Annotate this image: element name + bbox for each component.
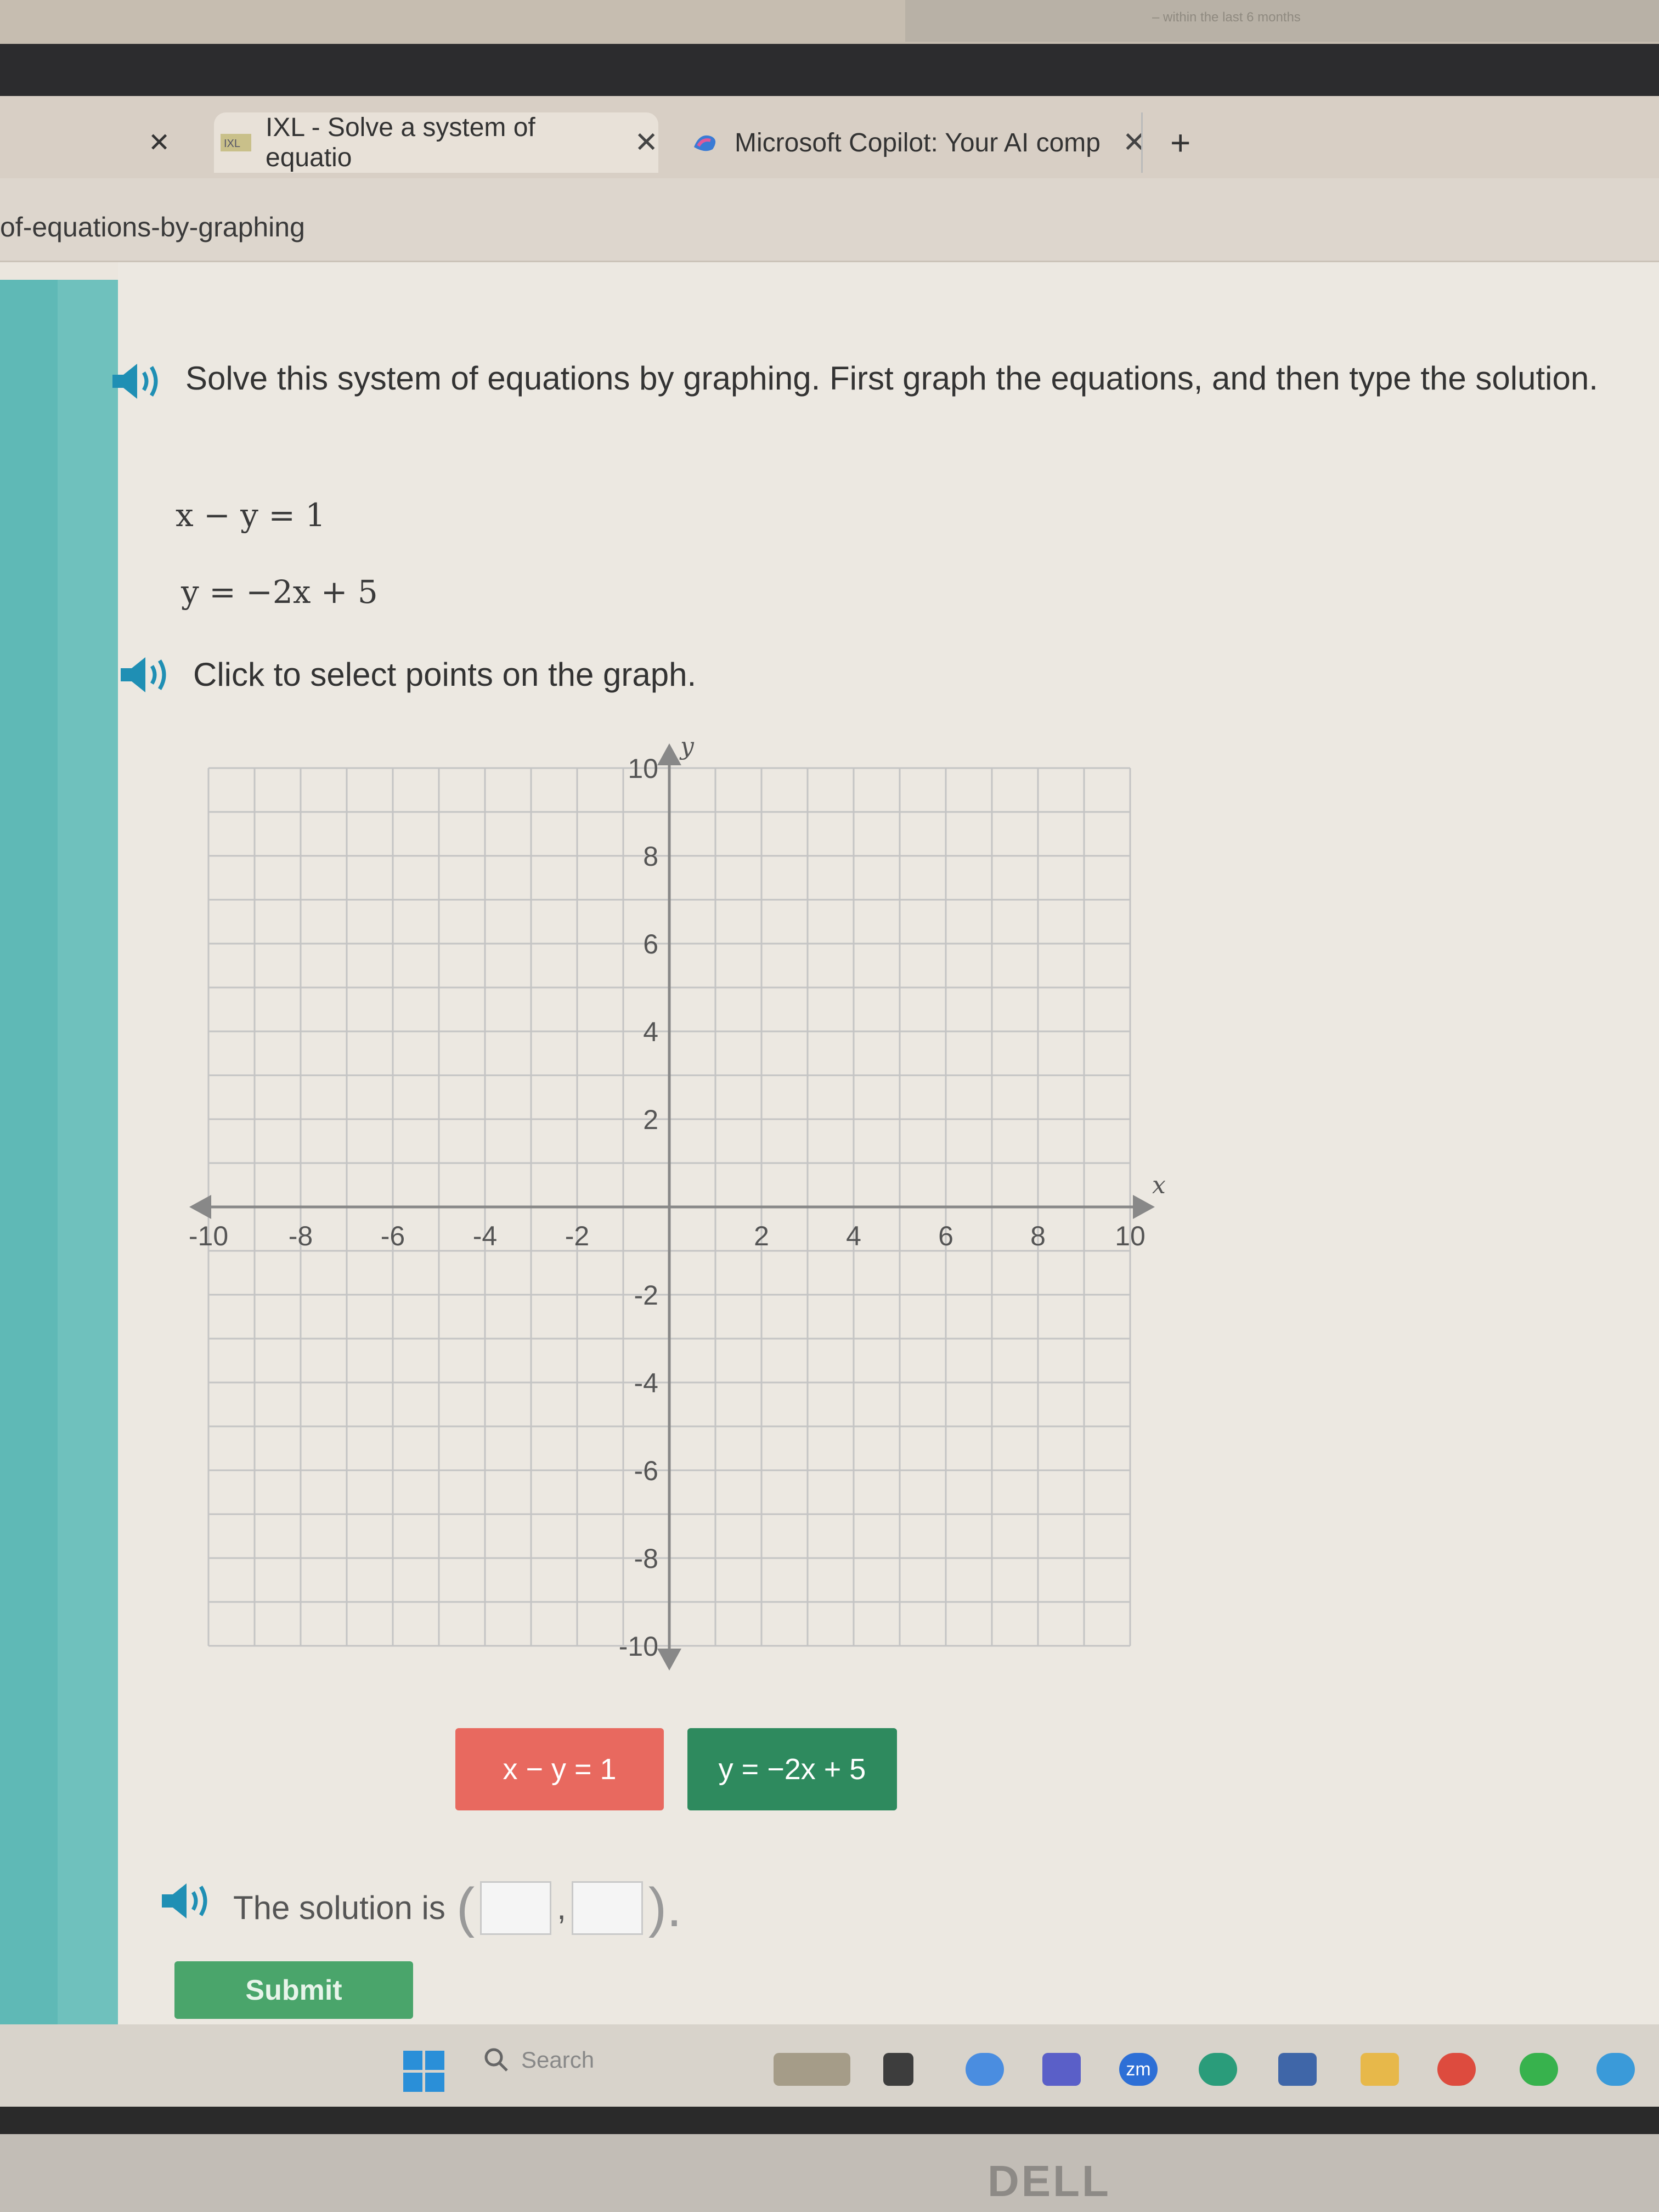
ixl-icon	[219, 131, 252, 155]
x-axis-arrow-right	[1133, 1195, 1155, 1219]
close-previous-tab-button[interactable]	[148, 112, 170, 173]
close-tab-icon[interactable]: ✕	[1122, 127, 1147, 159]
search-icon	[483, 2046, 510, 2074]
solution-prefix: The solution is	[233, 1889, 445, 1926]
x-tick-label: 10	[1115, 1221, 1146, 1251]
x-tick-label: -4	[472, 1221, 498, 1251]
monitor-top-bezel	[0, 44, 1659, 96]
x-tick-label: -10	[188, 1221, 229, 1251]
y-axis-label: y	[680, 732, 694, 760]
tab-label: Microsoft Copilot: Your AI comp	[735, 128, 1101, 157]
tab-copilot[interactable]	[689, 112, 1147, 173]
monitor-bottom-bezel	[0, 2107, 1659, 2134]
file-explorer-icon[interactable]	[883, 2053, 913, 2086]
y-tick-label: 10	[628, 753, 658, 784]
spotify-icon[interactable]	[1520, 2053, 1558, 2086]
chrome-profile-icon[interactable]	[1596, 2053, 1635, 2086]
solution-y-input[interactable]	[572, 1881, 643, 1935]
address-bar[interactable]	[0, 178, 1659, 262]
news-widget-icon[interactable]	[774, 2053, 850, 2086]
teal-sidebar	[0, 280, 58, 2024]
svg-text:IXL: IXL	[224, 138, 241, 150]
dell-logo: DELL	[988, 2157, 1111, 2205]
equation-2-button[interactable]	[687, 1728, 897, 1810]
submit-button[interactable]: Submit	[174, 1961, 413, 2019]
new-tab-button[interactable]	[1141, 112, 1190, 173]
comma: ,	[557, 1889, 566, 1926]
search-placeholder: Search	[521, 2047, 595, 2073]
close-tab-icon[interactable]: ✕	[634, 127, 658, 159]
y-tick-label: -10	[618, 1631, 658, 1662]
equation-1: x − y = 1	[176, 496, 326, 534]
y-tick-label: 6	[643, 929, 658, 960]
windows-start-icon[interactable]	[403, 2051, 444, 2092]
plus-icon[interactable]: +	[1170, 123, 1191, 162]
equation-2: y = −2x + 5	[181, 573, 378, 611]
open-paren: (	[456, 1877, 475, 1938]
close-paren: ).	[648, 1877, 682, 1938]
desk-background	[0, 0, 1659, 44]
y-tick-label: -2	[634, 1280, 658, 1311]
store-icon[interactable]	[1278, 2053, 1317, 2086]
zoom-label: zm	[1126, 2058, 1151, 2080]
tab-ixl[interactable]	[214, 112, 658, 173]
equation-2-button-label: y = −2x + 5	[718, 1753, 866, 1786]
x-tick-label: -8	[288, 1221, 313, 1251]
copilot-icon	[689, 131, 721, 155]
audio-button-solution[interactable]	[159, 1879, 219, 1923]
x-tick-label: -2	[565, 1221, 590, 1251]
x-tick-label: 4	[846, 1221, 861, 1251]
solution-x-input[interactable]	[480, 1881, 551, 1935]
faint-paper-text: – within the last 6 months	[1152, 10, 1301, 25]
taskbar	[0, 2024, 1659, 2107]
x-tick-label: -6	[380, 1221, 405, 1251]
copilot-taskbar-icon[interactable]	[966, 2053, 1004, 2086]
x-tick-label: 2	[754, 1221, 769, 1251]
equation-1-button[interactable]	[455, 1728, 664, 1810]
x-axis-label: x	[1152, 1171, 1166, 1199]
y-tick-label: -4	[634, 1368, 658, 1398]
taskbar-search[interactable]	[483, 2046, 594, 2074]
speaker-icon[interactable]	[118, 653, 178, 697]
y-tick-label: 4	[643, 1017, 658, 1047]
teams-icon[interactable]	[1042, 2053, 1081, 2086]
tab-label: IXL - Solve a system of equatio	[266, 113, 535, 172]
question-instruction: Solve this system of equations by graphing. First graph the equations, and then type the solution.	[185, 360, 1598, 397]
x-axis-arrow-left	[189, 1195, 211, 1219]
coordinate-graph[interactable]	[187, 732, 1166, 1679]
y-tick-label: -6	[634, 1455, 658, 1486]
monitor-stand-area	[0, 2134, 1659, 2212]
x-tick-label: 6	[938, 1221, 953, 1251]
audio-button-prompt[interactable]	[118, 653, 178, 697]
y-tick-label: 8	[643, 841, 658, 872]
folder-icon[interactable]	[1361, 2053, 1399, 2086]
chrome-icon[interactable]	[1437, 2053, 1476, 2086]
speaker-icon[interactable]	[159, 1879, 219, 1923]
y-axis-arrow-down	[657, 1649, 681, 1671]
url-text[interactable]: of-equations-by-graphing	[0, 212, 305, 242]
y-tick-label: 2	[643, 1104, 658, 1135]
close-icon[interactable]: ✕	[148, 128, 171, 157]
y-tick-label: -8	[634, 1543, 658, 1574]
x-tick-label: 8	[1030, 1221, 1046, 1251]
browser-tab-bar	[0, 96, 1659, 178]
click-prompt: Click to select points on the graph.	[193, 656, 697, 693]
teal-sidebar-inner	[58, 280, 118, 2024]
edge-icon[interactable]	[1199, 2053, 1237, 2086]
y-axis-arrow-up	[657, 743, 681, 765]
zoom-icon[interactable]	[1119, 2053, 1158, 2086]
solution-line	[233, 1876, 682, 1939]
equation-1-button-label: x − y = 1	[503, 1753, 617, 1786]
